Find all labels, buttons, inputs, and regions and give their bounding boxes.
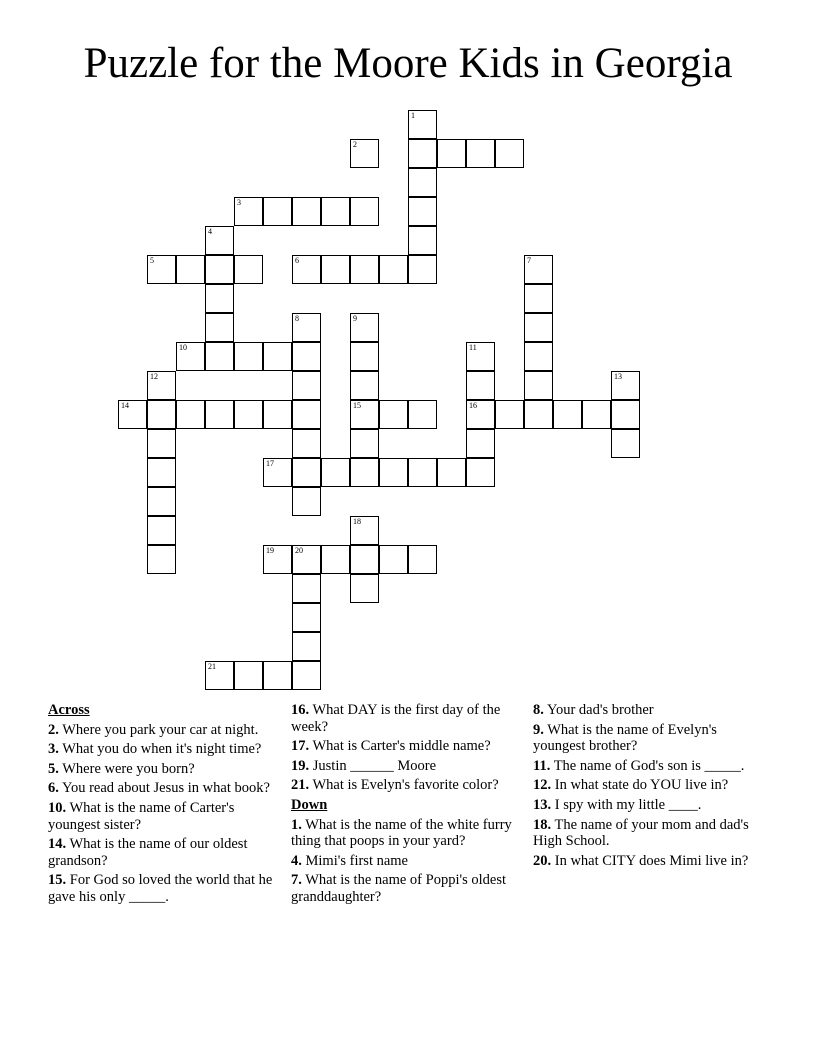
- clue-text: What is the name of Carter's youngest sister?: [48, 799, 235, 833]
- clue-number: 16.: [291, 702, 310, 718]
- grid-cell[interactable]: [263, 458, 292, 487]
- clue-text: What is the name of Evelyn's youngest brother?: [533, 721, 717, 755]
- grid-cell[interactable]: [176, 400, 205, 429]
- clue-number-label: 13: [614, 372, 622, 381]
- clue-text: The name of your mom and dad's High School.: [533, 816, 749, 850]
- grid-cell[interactable]: [408, 400, 437, 429]
- clue-number: 1.: [291, 816, 302, 833]
- clue-number: 10.: [48, 799, 67, 816]
- grid-cell[interactable]: [321, 255, 350, 284]
- clue-text: The name of God's son is _____.: [550, 757, 745, 774]
- grid-cell[interactable]: [350, 574, 379, 603]
- grid-cell[interactable]: [118, 400, 147, 429]
- grid-cell[interactable]: [408, 197, 437, 226]
- clue-number-label: 5: [150, 256, 154, 265]
- clue-item: [48, 780, 278, 797]
- clue-number-label: 18: [353, 517, 361, 526]
- grid-cell[interactable]: [263, 545, 292, 574]
- clue-number-label: 4: [208, 227, 212, 236]
- grid-cell[interactable]: [205, 284, 234, 313]
- clue-number-label: 1: [411, 111, 415, 120]
- clue-number: 12.: [533, 777, 552, 794]
- clues-column-2: [291, 702, 513, 909]
- grid-cell[interactable]: [321, 458, 350, 487]
- clue-text: In what CITY does Mimi live in?: [551, 852, 749, 869]
- grid-cell[interactable]: [379, 545, 408, 574]
- clue-number-label: 9: [353, 314, 357, 323]
- clue-number: 17.: [291, 738, 310, 755]
- clue-text: You read about Jesus in what book?: [58, 780, 270, 797]
- clue-item: [48, 761, 278, 778]
- grid-cell[interactable]: [379, 255, 408, 284]
- grid-cell[interactable]: [292, 342, 321, 371]
- down-heading: Down: [291, 796, 328, 813]
- grid-cell[interactable]: [466, 371, 495, 400]
- clue-text: Where you park your car at night.: [58, 721, 259, 738]
- clue-number: 4.: [291, 852, 302, 869]
- clue-item: [48, 741, 278, 758]
- clue-number-label: 20: [295, 546, 303, 555]
- clue-item: [291, 777, 513, 794]
- grid-cell[interactable]: [292, 545, 321, 574]
- grid-cell[interactable]: [147, 255, 176, 284]
- clue-item: [291, 702, 513, 735]
- grid-cell[interactable]: [205, 400, 234, 429]
- clue-item: [533, 797, 761, 814]
- grid-cell[interactable]: [234, 255, 263, 284]
- grid-cell[interactable]: [611, 429, 640, 458]
- grid-cell[interactable]: [205, 255, 234, 284]
- grid-cell[interactable]: [466, 400, 495, 429]
- clue-text: What you do when it's night time?: [58, 741, 262, 758]
- clue-number-label: 21: [208, 662, 216, 671]
- clue-number: 5.: [48, 760, 59, 777]
- grid-cell[interactable]: [292, 632, 321, 661]
- grid-cell[interactable]: [292, 458, 321, 487]
- grid-cell[interactable]: [379, 400, 408, 429]
- clue-text: For God so loved the world that he gave his only _____.: [48, 872, 273, 905]
- clue-item: [533, 722, 761, 755]
- clue-number: 3.: [48, 741, 59, 758]
- grid-cell[interactable]: [524, 313, 553, 342]
- clue-text: What is Evelyn's favorite color?: [309, 777, 499, 794]
- grid-cell[interactable]: [205, 226, 234, 255]
- grid-cell[interactable]: [466, 458, 495, 487]
- clue-number: 8.: [533, 702, 544, 718]
- grid-cell[interactable]: [147, 545, 176, 574]
- grid-cell[interactable]: [292, 487, 321, 516]
- grid-cell[interactable]: [292, 255, 321, 284]
- clue-item: [533, 702, 761, 719]
- grid-cell[interactable]: [205, 661, 234, 690]
- clue-number: 2.: [48, 721, 59, 738]
- clue-item: [291, 853, 513, 870]
- grid-cell[interactable]: [205, 342, 234, 371]
- clue-number-label: 16: [469, 401, 477, 410]
- clue-item: [533, 758, 761, 775]
- puzzle-title: Puzzle for the Moore Kids in Georgia: [83, 40, 733, 87]
- clue-number: 19.: [291, 757, 310, 774]
- grid-cell[interactable]: [350, 458, 379, 487]
- clue-text: Where were you born?: [58, 760, 195, 777]
- grid-cell[interactable]: [292, 574, 321, 603]
- clue-number: 6.: [48, 780, 59, 797]
- grid-cell[interactable]: [292, 661, 321, 690]
- grid-cell[interactable]: [147, 516, 176, 545]
- grid-cell[interactable]: [147, 458, 176, 487]
- grid-cell[interactable]: [437, 458, 466, 487]
- clue-text: Justin ______ Moore: [309, 757, 436, 774]
- clue-number-label: 10: [179, 343, 187, 352]
- clue-number-label: 11: [469, 343, 477, 352]
- grid-cell[interactable]: [350, 371, 379, 400]
- grid-cell[interactable]: [292, 197, 321, 226]
- grid-cell[interactable]: [524, 400, 553, 429]
- grid-cell[interactable]: [234, 197, 263, 226]
- clue-number: 20.: [533, 852, 552, 869]
- grid-cell[interactable]: [611, 371, 640, 400]
- clue-number-label: 8: [295, 314, 299, 323]
- clue-number: 7.: [291, 872, 302, 889]
- grid-cell[interactable]: [234, 342, 263, 371]
- grid-cell[interactable]: [147, 487, 176, 516]
- grid-cell[interactable]: [553, 400, 582, 429]
- clue-number-label: 14: [121, 401, 129, 410]
- grid-cell[interactable]: [205, 313, 234, 342]
- grid-cell[interactable]: [350, 516, 379, 545]
- grid-cell[interactable]: [408, 545, 437, 574]
- grid-cell[interactable]: [408, 168, 437, 197]
- clue-number-label: 3: [237, 198, 241, 207]
- clue-text: What is the name of our oldest grandson?: [48, 836, 248, 869]
- clues-column-3: [533, 702, 761, 872]
- grid-cell[interactable]: [524, 371, 553, 400]
- grid-cell[interactable]: [176, 342, 205, 371]
- clue-number: 14.: [48, 836, 67, 853]
- grid-cell[interactable]: [321, 545, 350, 574]
- clue-item: [291, 817, 513, 850]
- clue-text: Mimi's first name: [301, 852, 408, 869]
- grid-cell[interactable]: [234, 661, 263, 690]
- clue-text: What is Carter's middle name?: [309, 738, 491, 755]
- clue-item: [291, 872, 513, 905]
- across-heading: Across: [48, 702, 90, 718]
- clue-number-label: 12: [150, 372, 158, 381]
- grid-cell[interactable]: [234, 400, 263, 429]
- clue-text: I spy with my little ____.: [551, 796, 702, 813]
- clue-text: What is the name of the white furry thing that poops in your yard?: [291, 816, 512, 850]
- clue-text: In what state do YOU live in?: [551, 777, 729, 794]
- grid-cell[interactable]: [147, 371, 176, 400]
- grid-cell[interactable]: [147, 400, 176, 429]
- clue-item: [533, 817, 761, 850]
- grid-cell[interactable]: [350, 545, 379, 574]
- clue-item: [48, 836, 278, 869]
- grid-cell[interactable]: [437, 139, 466, 168]
- grid-cell[interactable]: [292, 400, 321, 429]
- grid-cell[interactable]: [350, 313, 379, 342]
- clue-number: 13.: [533, 796, 552, 813]
- clue-number: 15.: [48, 872, 67, 889]
- clue-number-label: 17: [266, 459, 274, 468]
- grid-cell[interactable]: [350, 139, 379, 168]
- grid-cell[interactable]: [379, 458, 408, 487]
- grid-cell[interactable]: [321, 197, 350, 226]
- clue-text: What DAY is the first day of the week?: [291, 702, 501, 735]
- grid-cell[interactable]: [408, 255, 437, 284]
- grid-cell[interactable]: [524, 342, 553, 371]
- grid-cell[interactable]: [408, 139, 437, 168]
- clue-item: [48, 722, 278, 739]
- grid-cell[interactable]: [292, 429, 321, 458]
- clue-number-label: 7: [527, 256, 531, 265]
- clue-item: [48, 872, 278, 905]
- grid-cell[interactable]: [408, 458, 437, 487]
- grid-cell[interactable]: [350, 400, 379, 429]
- clue-text: Your dad's brother: [543, 702, 654, 718]
- grid-cell[interactable]: [350, 255, 379, 284]
- clue-number-label: 6: [295, 256, 299, 265]
- clue-number-label: 15: [353, 401, 361, 410]
- grid-cell[interactable]: [176, 255, 205, 284]
- clue-item: [291, 738, 513, 755]
- grid-cell[interactable]: [466, 342, 495, 371]
- clue-item: [533, 853, 761, 870]
- grid-cell[interactable]: [495, 400, 524, 429]
- grid-cell[interactable]: [408, 226, 437, 255]
- grid-cell[interactable]: [263, 342, 292, 371]
- grid-cell[interactable]: [263, 197, 292, 226]
- grid-cell[interactable]: [466, 139, 495, 168]
- grid-cell[interactable]: [292, 313, 321, 342]
- grid-cell[interactable]: [495, 139, 524, 168]
- grid-cell[interactable]: [582, 400, 611, 429]
- clue-number: 11.: [533, 757, 551, 774]
- clue-number: 9.: [533, 721, 544, 738]
- clue-item: [291, 758, 513, 775]
- grid-cell[interactable]: [350, 197, 379, 226]
- grid-cell[interactable]: [524, 255, 553, 284]
- clue-item: [48, 800, 278, 833]
- grid-cell[interactable]: [292, 371, 321, 400]
- clue-number: 18.: [533, 816, 552, 833]
- clue-number-label: 2: [353, 140, 357, 149]
- grid-cell[interactable]: [350, 342, 379, 371]
- grid-cell[interactable]: [611, 400, 640, 429]
- grid-cell[interactable]: [466, 429, 495, 458]
- grid-cell[interactable]: [147, 429, 176, 458]
- grid-cell[interactable]: [263, 400, 292, 429]
- grid-cell[interactable]: [263, 661, 292, 690]
- clue-number: 21.: [291, 777, 310, 794]
- clue-item: [533, 777, 761, 794]
- clue-text: What is the name of Poppi's oldest granddaughter?: [291, 872, 506, 905]
- grid-cell[interactable]: [350, 429, 379, 458]
- grid-cell[interactable]: [292, 603, 321, 632]
- clues-column-1: [48, 702, 278, 909]
- clue-number-label: 19: [266, 546, 274, 555]
- grid-cell[interactable]: [524, 284, 553, 313]
- grid-cell[interactable]: [408, 110, 437, 139]
